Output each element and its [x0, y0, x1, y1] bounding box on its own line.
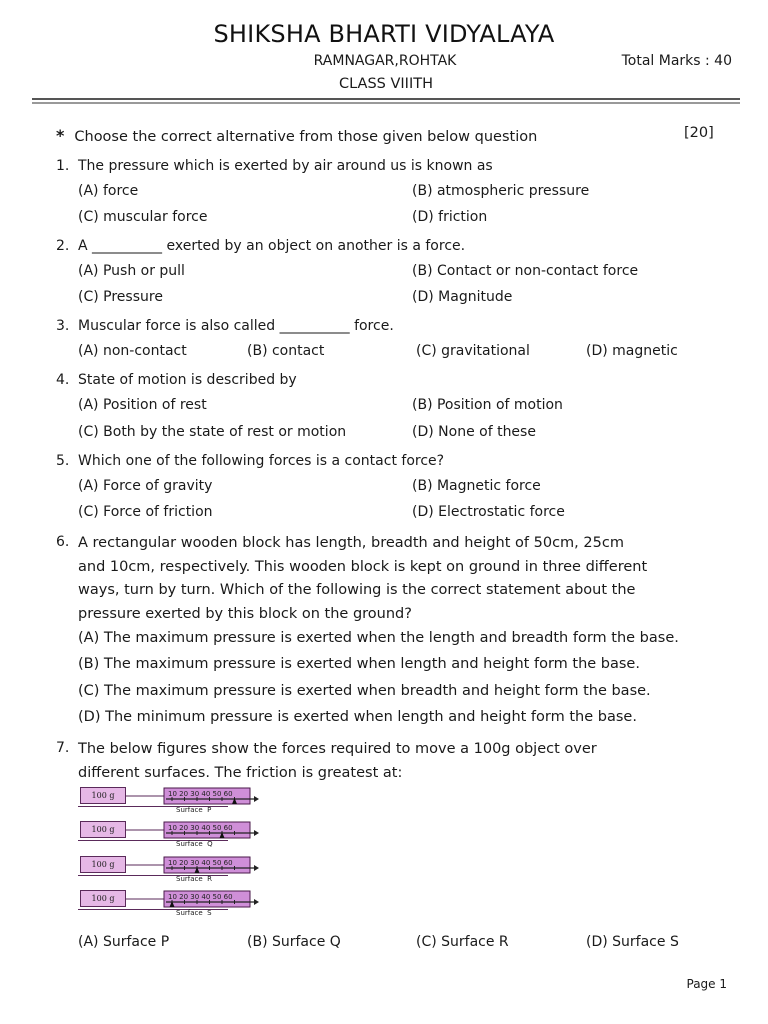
surface-label: Surface R [176, 875, 212, 883]
surface-label: Surface P [176, 806, 212, 814]
question-text: Which one of the following forces is a contact force? [78, 453, 445, 469]
scale-labels: 10 20 30 40 50 60 [168, 790, 233, 798]
mass-block: 100 g [80, 787, 126, 804]
header-divider-secondary [32, 102, 740, 104]
mass-block: 100 g [80, 856, 126, 873]
arrow-icon [254, 865, 259, 871]
class-name: CLASS VIIITH [339, 76, 433, 92]
arrow-icon [254, 899, 259, 905]
question-7-line-1: The below figures show the forces required to move a 100g object over [78, 741, 597, 757]
option-a: (A) Push or pull [78, 263, 185, 279]
mass-block: 100 g [80, 821, 126, 838]
option-b: (B) Magnetic force [412, 478, 541, 494]
option-d: (D) magnetic [586, 343, 678, 359]
mass-block: 100 g [80, 890, 126, 907]
star-icon: * [56, 126, 65, 145]
question-text: Muscular force is also called __________ force. [78, 318, 394, 334]
question-text: A __________ exerted by an object on another is a force. [78, 238, 466, 254]
question-6-line-1: A rectangular wooden block has length, breadth and height of 50cm, 25cm [78, 535, 624, 551]
question-text: State of motion is described by [78, 372, 297, 388]
spring-balance [78, 786, 268, 808]
question-number: 2. [56, 238, 70, 254]
option-d: (D) Magnitude [412, 289, 513, 305]
question-3 [56, 318, 394, 334]
option-b: (B) The maximum pressure is exerted when length and height form the base. [78, 656, 640, 672]
spring-balance [78, 820, 268, 842]
figure-4 [78, 889, 278, 917]
option-a: (A) Position of rest [78, 397, 207, 413]
option-b: (B) Position of motion [412, 397, 563, 413]
option-c: (C) The maximum pressure is exerted when breadth and height form the base. [78, 683, 651, 699]
instruction-text: Choose the correct alternative from those given below question [74, 129, 538, 145]
option-c: (C) Surface R [416, 934, 509, 950]
question-6-line-2: and 10cm, respectively. This wooden block is kept on ground in three different [78, 559, 648, 575]
option-c: (C) Pressure [78, 289, 163, 305]
school-location: RAMNAGAR,ROHTAK [313, 53, 457, 69]
option-d: (D) Electrostatic force [412, 504, 565, 520]
option-c: (C) muscular force [78, 209, 208, 225]
option-a: (A) non-contact [78, 343, 187, 359]
option-a: (A) Force of gravity [78, 478, 213, 494]
arrow-icon [254, 796, 259, 802]
figure-2 [78, 820, 278, 848]
question-6-number: 6. [56, 534, 70, 550]
option-d: (D) The minimum pressure is exerted when length and height form the base. [78, 709, 637, 725]
option-c: (C) Force of friction [78, 504, 213, 520]
question-number: 5. [56, 453, 70, 469]
question-number: 4. [56, 372, 70, 388]
question-text: The pressure which is exerted by air around us is known as [78, 158, 493, 174]
section-marks: [20] [684, 125, 714, 141]
option-c: (C) gravitational [416, 343, 530, 359]
surface-label: Surface S [176, 909, 212, 917]
scale-labels: 10 20 30 40 50 60 [168, 859, 233, 867]
option-b: (B) Surface Q [247, 934, 341, 950]
question-number: 1. [56, 158, 70, 174]
surface-label: Surface Q [176, 840, 213, 848]
page-number: Page 1 [686, 977, 727, 991]
arrow-icon [254, 830, 259, 836]
option-a: (A) Surface P [78, 934, 170, 950]
figure-1 [78, 786, 278, 814]
question-6-line-3: ways, turn by turn. Which of the following is the correct statement about the [78, 582, 636, 598]
question-2 [56, 238, 465, 254]
question-5 [56, 453, 444, 469]
total-marks: Total Marks : 40 [621, 53, 732, 69]
spring-balance [78, 889, 268, 911]
school-name: SHIKSHA BHARTI VIDYALAYA [213, 20, 555, 48]
option-d: (D) Surface S [586, 934, 679, 950]
option-b: (B) Contact or non-contact force [412, 263, 639, 279]
option-c: (C) Both by the state of rest or motion [78, 424, 347, 440]
option-a: (A) The maximum pressure is exerted when the length and breadth form the base. [78, 630, 679, 646]
scale-labels: 10 20 30 40 50 60 [168, 893, 233, 901]
option-a: (A) force [78, 183, 139, 199]
question-6-line-4: pressure exerted by this block on the ground? [78, 606, 412, 622]
question-number: 3. [56, 318, 70, 334]
header-divider [32, 98, 740, 100]
spring-balance [78, 855, 268, 877]
option-b: (B) contact [247, 343, 325, 359]
section-instruction [56, 126, 537, 145]
option-d: (D) None of these [412, 424, 536, 440]
figure-3 [78, 855, 278, 883]
question-4 [56, 372, 297, 388]
option-d: (D) friction [412, 209, 488, 225]
scale-labels: 10 20 30 40 50 60 [168, 824, 233, 832]
question-7-line-2: different surfaces. The friction is greatest at: [78, 765, 403, 781]
question-7-number: 7. [56, 740, 70, 756]
option-b: (B) atmospheric pressure [412, 183, 590, 199]
question-1 [56, 158, 493, 174]
